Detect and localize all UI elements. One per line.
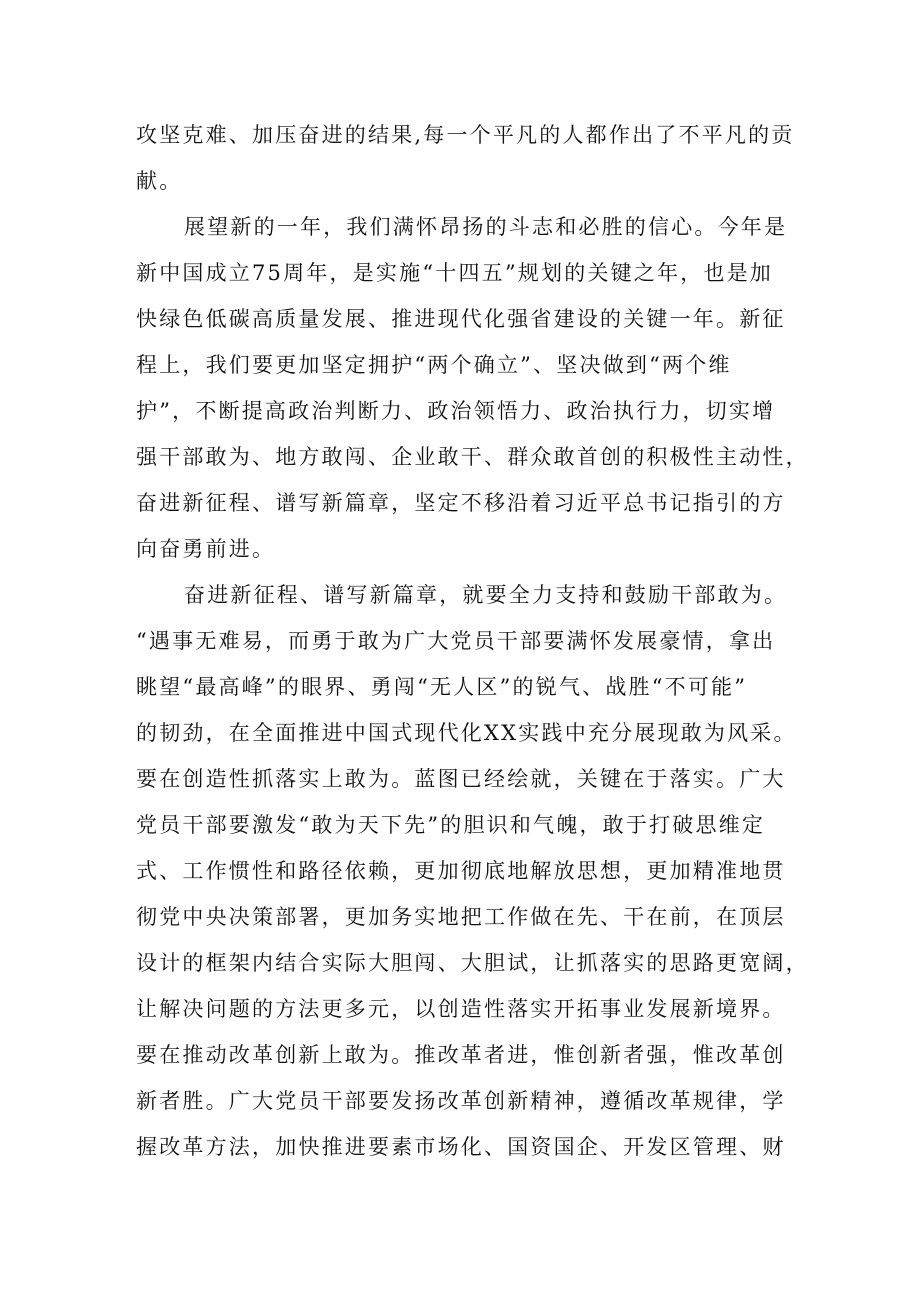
text-line: 要在推动改革创新上敢为。推改革者进，惟创新者强，惟改革创 [136, 1043, 786, 1067]
text-line: 奋进新征程、谱写新篇章，坚定不移沿着习近平总书记指引的方 [136, 491, 786, 515]
text-line: 设计的框架内结合实际大胆闯、大胆试，让抓落实的思路更宽阔， [136, 951, 809, 975]
paragraph-2 [136, 204, 809, 572]
text-line: 新者胜。广大党员干部要发扬改革创新精神，遵循改革规律，学 [136, 1089, 786, 1113]
text-line: 向奋勇前进。 [136, 537, 276, 561]
text-line: 握改革方法，加快推进要素市场化、国资国企、开发区管理、财 [136, 1135, 786, 1159]
text-line: 强干部敢为、地方敢闯、企业敢干、群众敢首创的积极性主动性， [136, 445, 809, 469]
text-line: 的韧劲，在全面推进中国式现代化XX实践中充分展现敢为风采。 [136, 721, 797, 745]
document-body [136, 112, 809, 1170]
text-line: 党员干部要激发“敢为天下先”的胆识和气魄，敢于打破思维定 [136, 813, 766, 837]
text-line: 展望新的一年，我们满怀昂扬的斗志和必胜的信心。今年是 [184, 215, 788, 239]
text-line: 让解决问题的方法更多元，以创造性落实开拓事业发展新境界。 [136, 997, 786, 1021]
text-line: 新中国成立75周年，是实施“十四五”规划的关键之年，也是加 [136, 261, 773, 285]
text-line: 眺望“最高峰”的眼界、勇闯“无人区”的锐气、战胜“不可能” [136, 675, 748, 699]
text-line: 攻坚克难、加压奋进的结果,每一个平凡的人都作出了不平凡的贡 [136, 123, 795, 147]
text-line: 要在创造性抓落实上敢为。蓝图已经绘就，关键在于落实。广大 [136, 767, 786, 791]
paragraph-1 [136, 112, 795, 204]
text-line: 程上，我们要更加坚定拥护“两个确立”、坚决做到“两个维 [136, 353, 732, 377]
paragraph-3 [136, 572, 809, 1170]
text-line: 式、工作惯性和路径依赖，更加彻底地解放思想，更加精准地贯 [136, 859, 786, 883]
text-line: 奋进新征程、谱写新篇章，就要全力支持和鼓励干部敢为。 [184, 583, 788, 607]
text-line: 彻党中央决策部署，更加务实地把工作做在先、干在前，在顶层 [136, 905, 786, 929]
text-line: 护”，不断提高政治判断力、政治领悟力、政治执行力，切实增 [136, 399, 776, 423]
text-line: “遇事无难易，而勇于敢为广大党员干部要满怀发展豪情，拿出 [136, 629, 776, 653]
text-line: 献。 [136, 169, 183, 193]
text-line: 快绿色低碳高质量发展、推进现代化强省建设的关键一年。新征 [136, 307, 786, 331]
